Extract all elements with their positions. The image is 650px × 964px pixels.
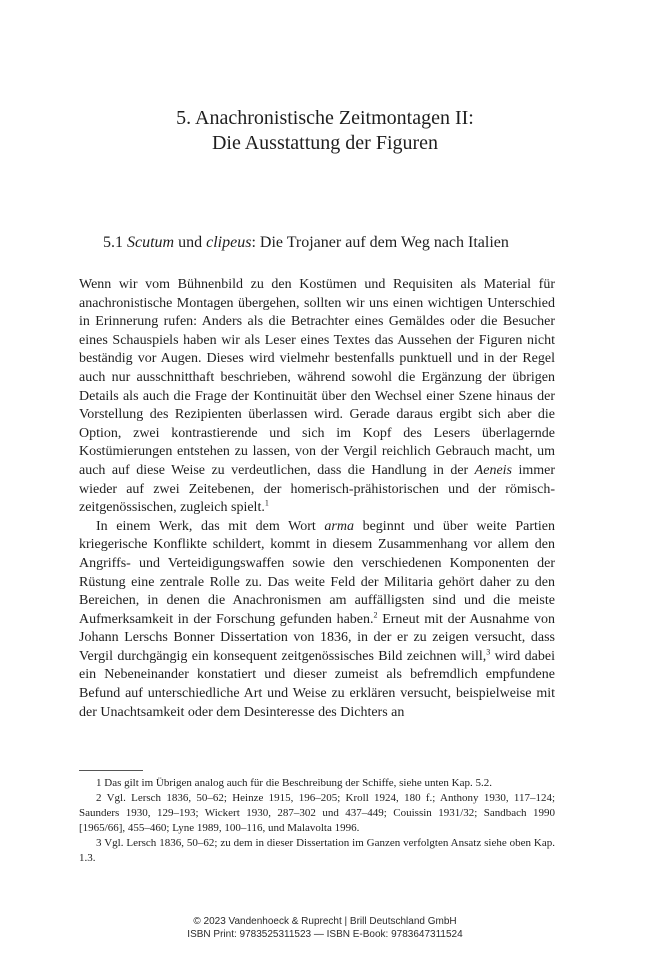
paragraph-2-text-a: In einem Werk, das mit dem Wort	[96, 518, 325, 534]
footnote-ref-1[interactable]: 1	[264, 498, 269, 508]
footnote-separator	[79, 770, 143, 771]
footnotes	[79, 776, 555, 866]
section-title-rest: : Die Trojaner auf dem Weg nach Italien	[251, 234, 509, 251]
paragraph-1-text-b: immer wieder auf zwei Zeitebenen, der homerisch-prähistorischen und der römisch-zeitgenössischen, zugleich spielt.	[79, 462, 555, 516]
section-number: 5.1	[103, 234, 123, 251]
paragraph-2-italic-arma: arma	[324, 518, 354, 534]
paragraph-1-text-a: Wenn wir vom Bühnenbild zu den Kostümen und Requisiten als Material für anachronistische Montagen übergehen, sollten wir uns einen wichtigen Unterschied in Erinnerung rufen: Anders als die Betrachter eines Gemäldes oder die Besucher eines Schauspiels haben wir als Leser eines Textes das Aussehen der Figuren nicht beständig vor Augen. Dieses wird vielmehr bestenfalls punktuell und in der Regel auch nur ausschnitthaft beschrieben, während sowohl die Ergänzung der übrigen Details als auch die Frage der Kontinuität über den Wechsel einer Szene hinaus der Vorstellung des Rezipienten überlassen wird. Gerade daraus ergibt sich aber die Option, zwei kontrastierende und sich im Kopf des Lesers überlagernde Kostümierungen entstehen zu lassen, von der Vergil reichlich Gebrauch macht, um auch auf diese Weise zu verdeutlichen, dass die Handlung in der	[79, 277, 555, 478]
footnote-ref-2[interactable]: 2	[373, 610, 378, 620]
copyright-line-2: ISBN Print: 9783525311523 — ISBN E-Book: 9783647311524	[187, 929, 463, 940]
paragraph-2-text-b: beginnt und über weite Partien kriegerische Konflikte schildert, kommt in diesem Zusammenhang vor allem den Angriffs- und Verteidigungswaffen sowie den verschiedenen Komponenten der Rüstung eine zentrale Rolle zu. Das weite Feld der Militaria gehört daher zu den Bereichen, in denen die Anachronismen am auffälligsten sind und die meiste Aufmerksamkeit in der Forschung gefunden haben.	[79, 518, 555, 627]
footnote-ref-3[interactable]: 3	[486, 647, 491, 657]
section-heading	[103, 233, 509, 253]
section-title-italic-clipeus: clipeus	[206, 234, 252, 251]
copyright-line-1: © 2023 Vandenhoeck & Ruprecht | Brill Deutschland GmbH	[193, 916, 457, 927]
paragraph-2-text-c: Erneut mit der Ausnahme von Johann Lerschs Bonner Dissertation von 1836, in der er zu zeigen versucht, dass Vergil durchgängig ein konsequent zeitgenössisches Bild zeichnen will,	[79, 611, 555, 664]
paragraph-1	[79, 276, 555, 518]
footnote-2: 2 Vgl. Lersch 1836, 50–62; Heinze 1915, 196–205; Kroll 1924, 180 f.; Anthony 1930, 117–124; Saunders 1930, 129–193; Wickert 1930, 287–302 und 437–449; Couissin 1931/32; Sandbach 1990 [1965/66], 455–460; Lyne 1989, 100–116, und Malavolta 1996.	[79, 792, 555, 834]
footnote-1: 1 Das gilt im Übrigen analog auch für die Beschreibung der Schiffe, siehe unten Kap. 5.2.	[96, 777, 492, 789]
section-title-conjunction: und	[178, 234, 203, 251]
paragraph-2-text-d: wird dabei ein Nebeneinander konstatiert und dieser zumeist als befremdlich empfundene Befund auf unterschiedliche Art und Weise zu erklären versucht, beispielweise mit der Unachtsamkeit oder dem Desinteresse des Dichters an	[79, 648, 555, 720]
chapter-title	[0, 106, 650, 156]
section-title-italic-scutum: Scutum	[127, 234, 175, 251]
paragraph-1-italic-aeneis: Aeneis	[474, 462, 512, 478]
chapter-title-line-1: 5. Anachronistische Zeitmontagen II:	[176, 107, 474, 129]
footnote-3: 3 Vgl. Lersch 1836, 50–62; zu dem in dieser Dissertation im Ganzen verfolgten Ansatz siehe oben Kap. 1.3.	[79, 837, 555, 864]
chapter-title-line-2: Die Ausstattung der Figuren	[211, 132, 439, 154]
main-text	[79, 276, 555, 722]
copyright-notice	[0, 915, 650, 941]
paragraph-2	[79, 518, 555, 723]
